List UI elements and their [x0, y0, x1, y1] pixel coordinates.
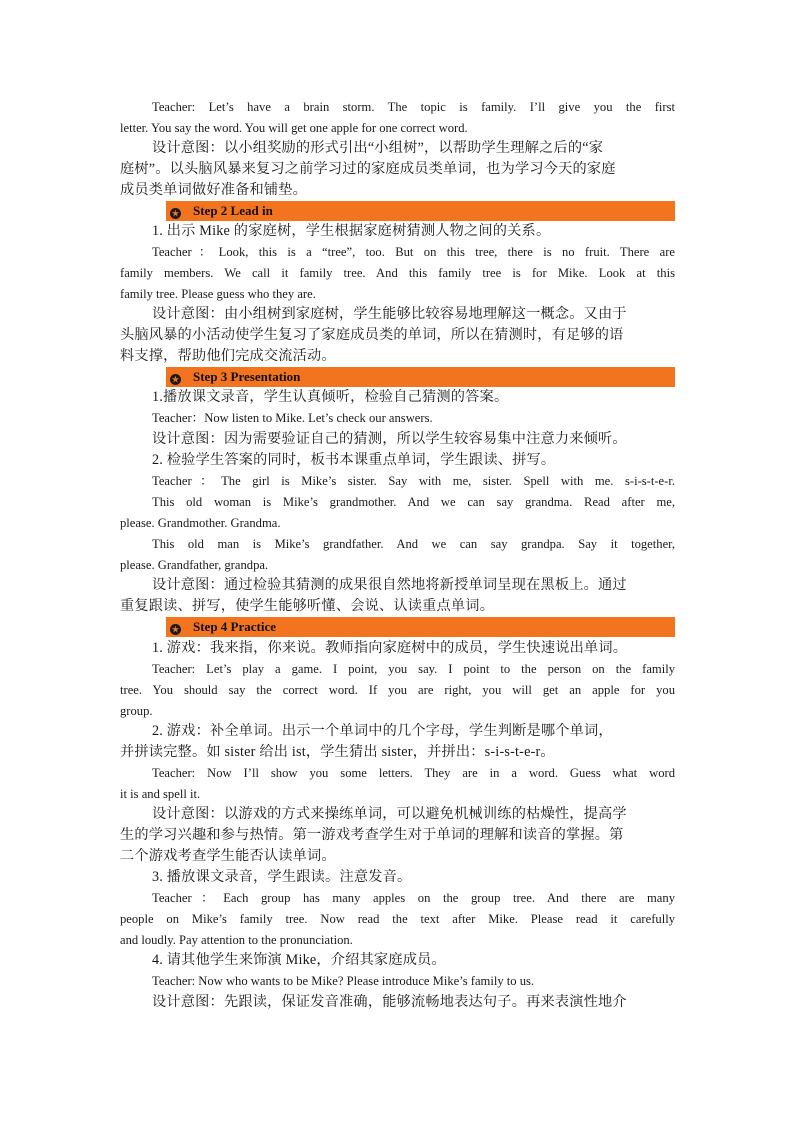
- paragraph-line: 4. 请其他学生来饰演 Mike，介绍其家庭成员。: [152, 952, 446, 968]
- paragraph-line: group.: [120, 704, 153, 718]
- paragraph-line: it is and spell it.: [120, 787, 201, 801]
- star-in-circle-icon: ★: [171, 625, 180, 634]
- paragraph-line: 二个游戏考查学生能否认读单词。: [120, 848, 336, 864]
- step-label: Step 3 Presentation: [193, 369, 301, 384]
- design-intent-line: 设计意图：由小组树到家庭树，学生能够比较容易地理解这一概念。又由于: [152, 306, 627, 322]
- paragraph-line: 庭树”。以头脑风暴来复习之前学习过的家庭成员类单词，也为学习今天的家庭: [120, 161, 616, 177]
- paragraph-line: tree. You should say the correct word. If you are right, you will get an apple for you: [120, 683, 675, 697]
- step-3-heading: [166, 367, 675, 387]
- paragraph-line: 2. 游戏：补全单词。出示一个单词中的几个字母，学生判断是哪个单词，: [152, 723, 613, 739]
- paragraph-line: please. Grandfather, grandpa.: [120, 558, 269, 572]
- paragraph-line: 2. 检验学生答案的同时，板书本课重点单词，学生跟读、拼写。: [152, 452, 556, 468]
- paragraph-line: 头脑风暴的小活动使学生复习了家庭成员类的单词，所以在猜测时，有足够的语: [120, 327, 624, 343]
- design-intent-line: 设计意图：因为需要验证自己的猜测，所以学生较容易集中注意力来倾听。: [152, 431, 627, 447]
- paragraph-line: family tree. Please guess who they are.: [120, 287, 316, 301]
- paragraph-line: 3. 播放课文录音，学生跟读。注意发音。: [152, 869, 412, 885]
- paragraph-line: This old woman is Mike’s grandmother. And we can say grandma. Read after me,: [152, 495, 675, 509]
- paragraph-line: Teacher：The girl is Mike’s sister. Say with me, sister. Spell with me. s-i-s-t-e-r.: [152, 474, 675, 488]
- paragraph-line: people on Mike’s family tree. Now read the text after Mike. Please read it carefully: [120, 912, 675, 926]
- step-label: Step 2 Lead in: [193, 203, 273, 218]
- paragraph-line: family members. We call it family tree. And this family tree is for Mike. Look at this: [120, 266, 675, 280]
- paragraph-line: Teacher：Now listen to Mike. Let’s check our answers.: [152, 411, 433, 425]
- paragraph-line: 1. 出示 Mike 的家庭树，学生根据家庭树猜测人物之间的关系。: [152, 223, 551, 239]
- paragraph-line: Teacher: Let’s have a brain storm. The topic is family. I’ll give you the first: [152, 100, 675, 114]
- step-4-heading: [166, 617, 675, 637]
- paragraph-line: 成员类单词做好准备和铺垫。: [120, 182, 308, 198]
- paragraph-line: 1. 游戏：我来指，你来说。教师指向家庭树中的成员，学生快速说出单词。: [152, 640, 628, 656]
- paragraph-line: Teacher: Now I’ll show you some letters. They are in a word. Guess what word: [152, 766, 675, 780]
- design-intent-line: 设计意图：以游戏的方式来操练单词，可以避免机械训练的枯燥性，提高学: [152, 806, 627, 822]
- paragraph-line: Teacher：Each group has many apples on the group tree. And there are many: [152, 891, 675, 905]
- paragraph-line: and loudly. Pay attention to the pronunciation.: [120, 933, 353, 947]
- paragraph-line: Teacher: Let’s play a game. I point, you say. I point to the person on the family: [152, 662, 675, 676]
- star-in-circle-icon: ★: [171, 209, 180, 218]
- paragraph-line: letter. You say the word. You will get one apple for one correct word.: [120, 121, 468, 135]
- design-intent-line: 设计意图：先跟读，保证发音准确，能够流畅地表达句子。再来表演性地介: [152, 994, 627, 1010]
- paragraph-line: 重复跟读、拼写，使学生能够听懂、会说、认读重点单词。: [120, 598, 495, 614]
- paragraph-line: Teacher：Look, this is a “tree”, too. But on this tree, there is no fruit. There are: [152, 245, 675, 259]
- step-label: Step 4 Practice: [193, 619, 277, 634]
- paragraph-line: 生的学习兴趣和参与热情。第一游戏考查学生对于单词的理解和读音的掌握。第: [120, 827, 624, 843]
- paragraph-line: This old man is Mike’s grandfather. And we can say grandpa. Say it together,: [152, 537, 675, 551]
- paragraph-line: 并拼读完整。如 sister 给出 ist，学生猜出 sister，并拼出：s-i-s-t-e-r。: [120, 744, 555, 760]
- paragraph-line: please. Grandmother. Grandma.: [120, 516, 281, 530]
- design-intent-line: 设计意图：以小组奖励的形式引出“小组树”，以帮助学生理解之后的“家: [152, 140, 604, 156]
- paragraph-line: 1.播放课文录音，学生认真倾听，检验自己猜测的答案。: [152, 389, 509, 405]
- design-intent-line: 设计意图：通过检验其猜测的成果很自然地将新授单词呈现在黑板上。通过: [152, 577, 627, 593]
- star-in-circle-icon: ★: [171, 375, 180, 384]
- paragraph-line: Teacher: Now who wants to be Mike? Please introduce Mike’s family to us.: [152, 974, 535, 988]
- paragraph-line: 料支撑，帮助他们完成交流活动。: [120, 348, 336, 364]
- step-2-heading: [166, 201, 675, 221]
